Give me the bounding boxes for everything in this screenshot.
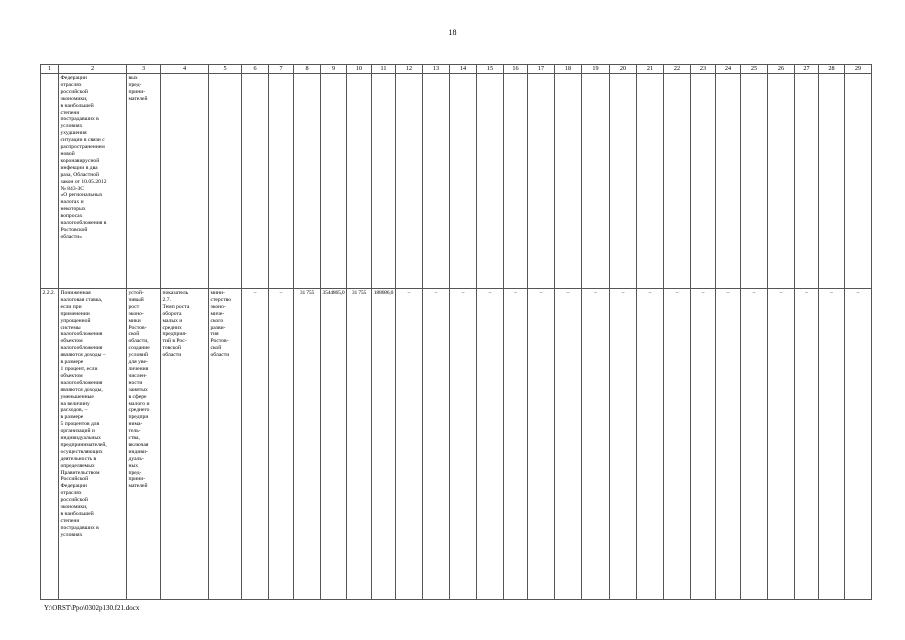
value-cell: – [504, 289, 528, 600]
item-number-cell: 2.2.2. [41, 289, 59, 600]
column-number-cell: 24 [716, 65, 741, 74]
column-number-cell: 9 [321, 65, 347, 74]
table-row [41, 289, 872, 600]
column-number-cell: 8 [294, 65, 321, 74]
column-number-cell: 23 [691, 65, 716, 74]
column-number-cell: 5 [209, 65, 242, 74]
column-number-cell: 12 [396, 65, 423, 74]
value-cell: – [664, 289, 691, 600]
column-number-cell: 7 [269, 65, 294, 74]
column-number-cell: 13 [423, 65, 450, 74]
value-cell: 31 755 [294, 289, 321, 600]
value-cell: – [768, 289, 795, 600]
indicator-cell: показатель 2.7. Темп роста оборота малых и средних предприя- тий в Рос- товской области [161, 289, 209, 600]
column-number-cell: 10 [347, 65, 372, 74]
column-number-cell: 19 [582, 65, 610, 74]
value-cell: – [582, 289, 610, 600]
value-cell: – [396, 289, 423, 600]
column-number-cell: 15 [477, 65, 504, 74]
value-cell: – [269, 289, 294, 600]
value-cell: – [450, 289, 477, 600]
value-cell: – [637, 289, 664, 600]
value-cell: – [555, 289, 582, 600]
column-number-cell: 2 [59, 65, 127, 74]
column-number-cell: 16 [504, 65, 528, 74]
value-cell: – [741, 289, 768, 600]
column-number-cell: 3 [127, 65, 161, 74]
column-number-cell: 22 [664, 65, 691, 74]
column-number-cell: 21 [637, 65, 664, 74]
column-number-cell: 4 [161, 65, 209, 74]
value-cell: – [795, 289, 819, 600]
value-cell: – [691, 289, 716, 600]
column-number-cell: 11 [372, 65, 396, 74]
goal-cell: устой- чивый рост эконо- мики Ростов- ской области, создание условий для уве- личения числен- ности занятых в сфере малого и среднего предпри нима- тель- ства, включая индиви- дуаль- ных пред- прини- мателей [127, 289, 161, 600]
tax-expenditure-table [40, 64, 872, 600]
column-number-cell: 18 [555, 65, 582, 74]
value-cell: – [242, 289, 269, 600]
value-cell: – [845, 289, 872, 600]
value-cell: 3544865,0 [321, 289, 347, 600]
measure-name-cell: Пониженная налоговая ставка, если при применении упрощенной системы налогообложения объектом налогообложения являются доходы – в размере 1 процент, если объектом налогообложения являются доходы, уменьшенные на величину расходов, – в размере 5 процентов для организаций и индивидуальных предпринимателей, осуществляющих деятельность в определяемых Правительством Российской Федерации отраслях российской экономики, в наибольшей степени пострадавших в условиях [59, 289, 127, 600]
value-cell: – [716, 289, 741, 600]
column-number-cell: 1 [41, 65, 59, 74]
curator-cell: мини- стерство эконо- миче- ского разви- тия Ростов- ской области [209, 289, 242, 600]
value-cell: – [477, 289, 504, 600]
value-cell: – [528, 289, 555, 600]
column-number-row [41, 65, 872, 74]
column-number-cell: 25 [741, 65, 768, 74]
goal-cell: вых пред- прини- мателей [127, 74, 161, 289]
column-number-cell: 27 [795, 65, 819, 74]
column-number-cell: 6 [242, 65, 269, 74]
value-cell: 188686,0 [372, 289, 396, 600]
page-number: 18 [448, 28, 457, 37]
value-cell: – [819, 289, 845, 600]
measure-name-cell: Федерации отраслях российской экономики, в наибольшей степени пострадавших в условиях ухудшения ситуации в связи с распространением новой коронавирусной инфекции в два раза, Областной закон от 10.05.2012 № 843-ЗС «О региональных налогах и некоторых вопросах налогообложения в Ростовской области» [59, 74, 127, 289]
table-row [41, 74, 872, 289]
value-cell: 31 755 [347, 289, 372, 600]
file-path-footer: Y:\ORST\Ppo\0302p130.f21.docx [44, 604, 140, 612]
value-cell: – [610, 289, 637, 600]
column-number-cell: 17 [528, 65, 555, 74]
value-cell: – [423, 289, 450, 600]
column-number-cell: 29 [845, 65, 872, 74]
column-number-cell: 28 [819, 65, 845, 74]
column-number-cell: 14 [450, 65, 477, 74]
column-number-cell: 20 [610, 65, 637, 74]
column-number-cell: 26 [768, 65, 795, 74]
